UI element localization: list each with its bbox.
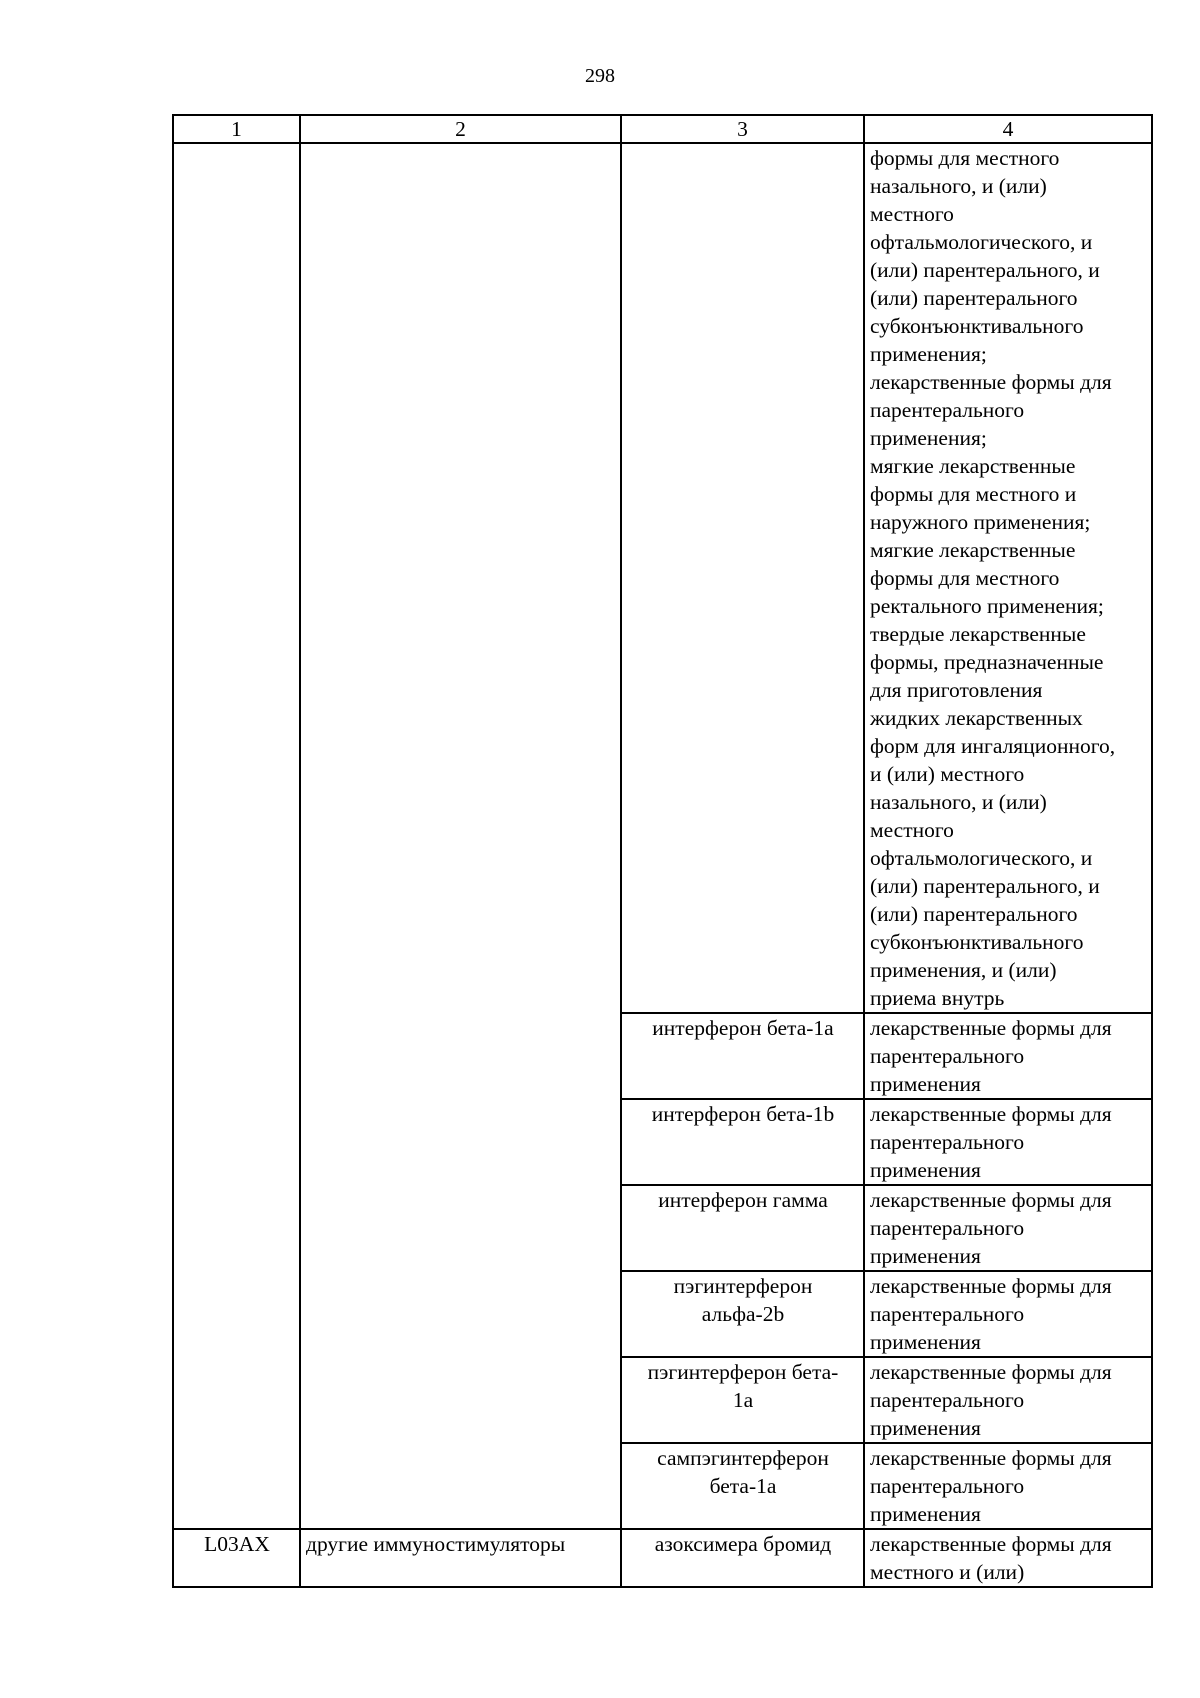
medication-table [172, 114, 1153, 1588]
drug-name-cell: пэгинтерферон бета- 1a [621, 1357, 864, 1443]
drug-name-cell: сампэгинтерферон бета-1a [621, 1443, 864, 1529]
dosage-form-cell: лекарственные формы для парентерального применения [864, 1271, 1152, 1357]
dosage-form-cell: лекарственные формы для парентерального применения [864, 1357, 1152, 1443]
drug-name-cell: азоксимера бромид [621, 1529, 864, 1587]
dosage-form-cell: лекарственные формы для парентерального применения [864, 1013, 1152, 1099]
dosage-form-cell: лекарственные формы для парентерального применения [864, 1099, 1152, 1185]
header-col-1: 1 [173, 115, 300, 143]
dosage-form-cell: формы для местного назального, и (или) местного офтальмологического, и (или) парентерального, и (или) парентерального субконъюнктивального применения; лекарственные формы для парентерального применения; мягкие лекарственные формы для местного и наружного применения; мягкие лекарственные формы для местного ректального применения; твердые лекарственные формы, предназначенные для приготовления жидких лекарственных форм для ингаляционного, и (или) местного назального, и (или) местного офтальмологического, и (или) парентерального, и (или) парентерального субконъюнктивального применения, и (или) приема внутрь [864, 143, 1152, 1013]
header-col-3: 3 [621, 115, 864, 143]
group-cell-empty [300, 143, 621, 1529]
atc-code-cell: L03AX [173, 1529, 300, 1587]
table-row [173, 143, 1152, 1013]
header-col-4: 4 [864, 115, 1152, 143]
header-col-2: 2 [300, 115, 621, 143]
drug-name-cell: интерферон бета-1a [621, 1013, 864, 1099]
dosage-form-cell: лекарственные формы для парентерального применения [864, 1443, 1152, 1529]
drug-cell-empty [621, 143, 864, 1013]
dosage-form-cell: лекарственные формы для парентерального применения [864, 1185, 1152, 1271]
drug-name-cell: пэгинтерферон альфа-2b [621, 1271, 864, 1357]
dosage-form-cell: лекарственные формы для местного и (или) [864, 1529, 1152, 1587]
group-name-cell: другие иммуностимуляторы [300, 1529, 621, 1587]
drug-name-cell: интерферон гамма [621, 1185, 864, 1271]
drug-name-cell: интерферон бета-1b [621, 1099, 864, 1185]
table-row [173, 1529, 1152, 1587]
code-cell-empty [173, 143, 300, 1529]
page-number: 298 [585, 65, 615, 87]
table-header-row [173, 115, 1152, 143]
